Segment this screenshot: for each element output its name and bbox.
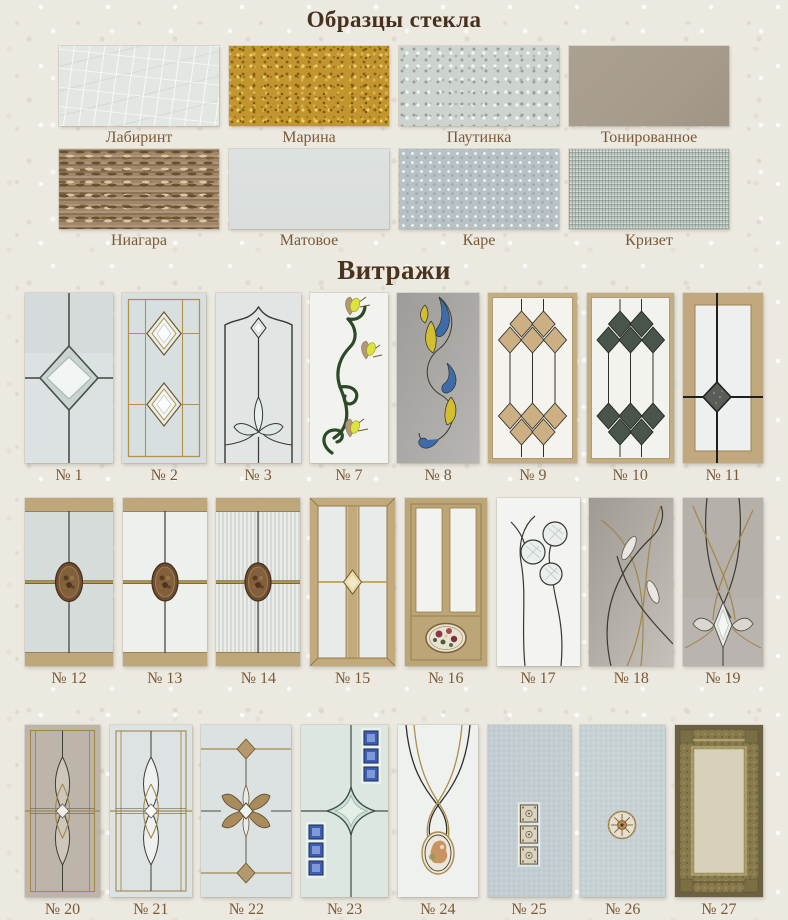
vitrage-label: № 11	[705, 467, 741, 484]
glass-samples-row-1	[0, 46, 788, 148]
glass-sample-label: Ниагара	[111, 232, 167, 249]
vitrage-3	[216, 293, 301, 485]
vitrage-label: № 10	[612, 467, 648, 484]
glass-sample-marina-image	[229, 46, 389, 126]
vitrage-label: № 19	[705, 670, 741, 687]
vitrage-label: № 18	[613, 670, 649, 687]
vitrages-title: Витражи	[337, 255, 451, 285]
vitrage-panel-24	[398, 725, 478, 897]
vitrage-label: № 8	[424, 467, 452, 484]
glass-sample-krizet-image	[569, 149, 729, 229]
vitrage-panel-11	[683, 293, 763, 463]
vitrage-12	[25, 498, 113, 688]
vitrage-panel-18	[589, 498, 673, 666]
glass-sample-label: Лабиринт	[105, 129, 173, 146]
glass-sample-matovoe-image	[229, 149, 389, 229]
vitrage-27	[675, 725, 763, 919]
vitrage-20	[25, 725, 100, 919]
vitrage-14	[216, 498, 300, 688]
vitrage-8	[397, 293, 479, 485]
vitrage-16	[405, 498, 487, 688]
vitrage-label: № 7	[335, 467, 363, 484]
vitrage-11	[683, 293, 763, 485]
vitrage-label: № 20	[44, 901, 81, 918]
glass-sample-niagara-image	[59, 149, 219, 229]
vitrage-15	[310, 498, 395, 688]
glass-sample-kare	[399, 149, 559, 251]
vitrage-21	[110, 725, 192, 919]
glass-sample-pautinka-image	[399, 46, 559, 126]
glass-sample-label: Кризет	[625, 232, 673, 249]
glass-samples-section	[0, 46, 788, 251]
glass-sample-tonirovannoe	[569, 46, 729, 148]
vitrage-panel-19	[683, 498, 763, 666]
vitrage-panel-2	[122, 293, 206, 463]
vitrage-panel-14	[216, 498, 300, 666]
vitrage-panel-23	[301, 725, 388, 897]
vitrage-panel-1	[25, 293, 113, 463]
vitrage-panel-22	[201, 725, 291, 897]
vitrage-panel-26	[580, 725, 665, 897]
glass-samples-row-2	[0, 149, 788, 251]
vitrage-25	[488, 725, 571, 919]
vitrage-label: № 13	[147, 670, 183, 687]
vitrage-18	[589, 498, 673, 688]
vitrage-panel-12	[25, 498, 113, 666]
vitrage-panel-20	[25, 725, 100, 897]
vitrage-panel-16	[405, 498, 487, 666]
vitrage-10	[587, 293, 674, 485]
glass-sample-matovoe	[229, 149, 389, 251]
vitrage-label: № 15	[334, 670, 371, 687]
vitrages-row-2	[0, 498, 788, 688]
vitrage-19	[683, 498, 763, 688]
glass-sample-niagara	[59, 149, 219, 251]
vitrage-label: № 24	[420, 901, 456, 918]
glass-sample-kare-image	[399, 149, 559, 229]
vitrage-panel-3	[216, 293, 301, 463]
vitrage-label: № 1	[55, 467, 83, 484]
vitrage-26	[580, 725, 665, 919]
vitrage-24	[398, 725, 478, 919]
glass-sample-labirint-image	[59, 46, 219, 126]
vitrage-label: № 21	[133, 901, 169, 918]
vitrage-label: № 23	[326, 901, 363, 918]
vitrage-23	[301, 725, 388, 919]
glass-sample-label: Марина	[282, 129, 336, 146]
vitrage-label: № 2	[150, 467, 178, 484]
glass-sample-label: Матовое	[279, 232, 339, 249]
vitrage-label: № 25	[511, 901, 547, 918]
vitrages-row-3	[0, 725, 788, 919]
glass-sample-tonirovannoe-image	[569, 46, 729, 126]
vitrage-label: № 3	[244, 467, 272, 484]
vitrage-label: № 27	[701, 901, 737, 918]
vitrage-1	[25, 293, 113, 485]
vitrage-17	[497, 498, 580, 688]
glass-sample-krizet	[569, 149, 729, 251]
vitrages-row-1	[0, 293, 788, 485]
vitrage-panel-27	[675, 725, 763, 897]
vitrage-panel-7	[310, 293, 388, 463]
glass-sample-labirint	[59, 46, 219, 148]
vitrage-22	[201, 725, 291, 919]
vitrage-label: № 26	[605, 901, 641, 918]
vitrage-panel-9	[488, 293, 577, 463]
vitrage-panel-15	[310, 498, 395, 666]
vitrage-panel-17	[497, 498, 580, 666]
glass-sample-label: Паутинка	[446, 129, 512, 146]
vitrage-panel-13	[123, 498, 207, 666]
vitrage-label: № 16	[428, 670, 464, 687]
vitrage-panel-25	[488, 725, 571, 897]
vitrage-label: № 14	[240, 670, 277, 687]
glass-sample-pautinka	[399, 46, 559, 148]
vitrage-label: № 22	[228, 901, 265, 918]
vitrage-13	[123, 498, 207, 688]
page-title: Образцы стекла	[306, 7, 482, 32]
vitrage-9	[488, 293, 577, 485]
vitrage-label: № 17	[520, 670, 556, 687]
glass-sample-label: Тонированное	[600, 129, 698, 146]
vitrage-7	[310, 293, 388, 485]
vitrage-panel-8	[397, 293, 479, 463]
glass-sample-label: Каре	[462, 232, 496, 249]
vitrage-panel-21	[110, 725, 192, 897]
vitrage-label: № 9	[519, 467, 547, 484]
vitrage-2	[122, 293, 206, 485]
vitrage-panel-10	[587, 293, 674, 463]
glass-sample-marina	[229, 46, 389, 148]
vitrage-label: № 12	[51, 670, 87, 687]
